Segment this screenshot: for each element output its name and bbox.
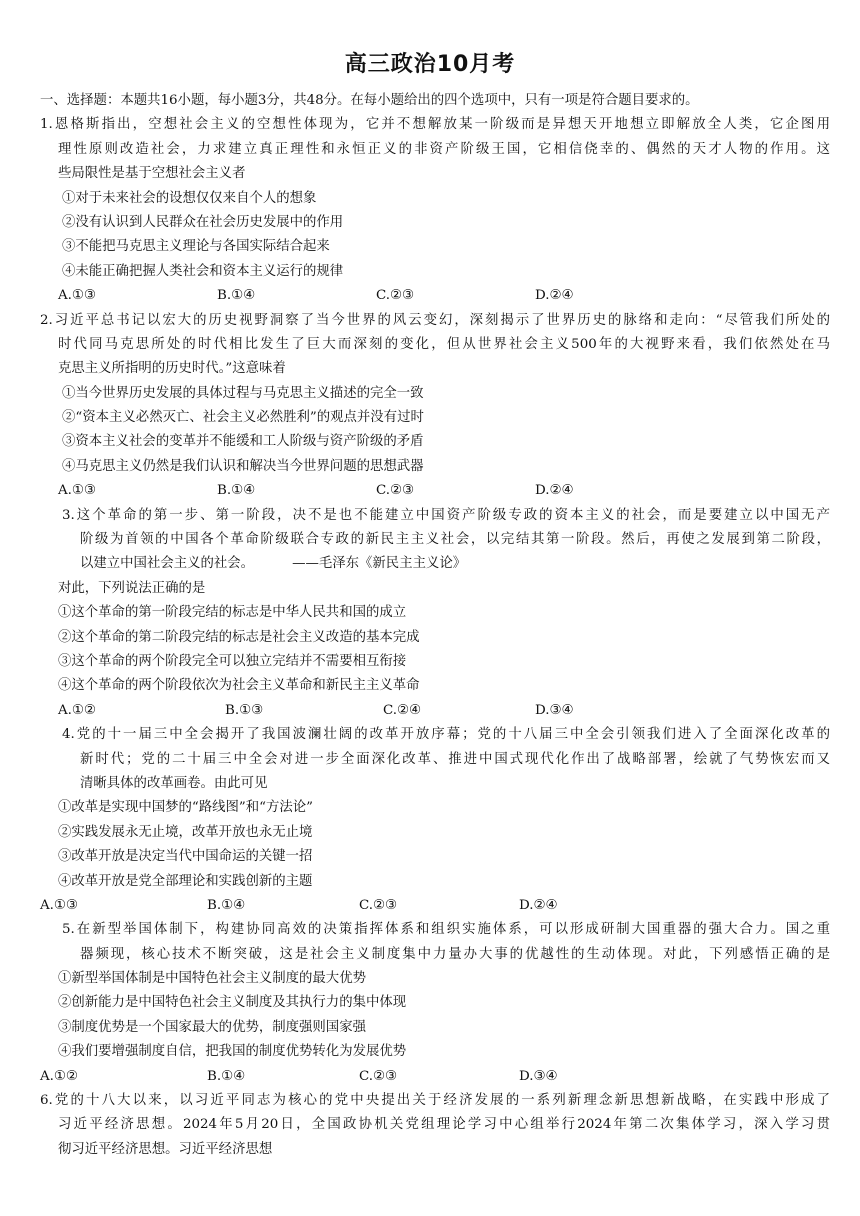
q1-option-3: ③不能把马克思主义理论与各国实际结合起来: [62, 239, 330, 255]
q1-option-4: ④未能正确把握人类社会和资本主义运行的规律: [62, 263, 344, 279]
q2-option-3: ③资本主义社会的变革并不能缓和工人阶级与资产阶级的矛盾: [62, 434, 424, 450]
q5-answer-d: D.③④: [519, 1068, 558, 1084]
q3-answer-a: A.①②: [58, 702, 96, 718]
q2-line-2: 时代同马克思所处的时代相比发生了巨大而深刻的变化，但从世界社会主义500年的大视野来看，我们依然处在马: [58, 336, 830, 352]
q4-answer-b: B.①④: [207, 897, 246, 913]
q5-option-4: ④我们要增强制度自信，把我国的制度优势转化为发展优势: [58, 1044, 407, 1060]
q3-option-4: ④这个革命的两个阶段依次为社会主义革命和新民主主义革命: [58, 678, 420, 694]
q2-option-1: ①当今世界历史发展的具体过程与马克思主义描述的完全一致: [62, 385, 424, 401]
q5-line-2: 器频现，核心技术不断突破，这是社会主义制度集中力量办大事的优越性的生动体现。对此，下列感悟正确的是: [80, 946, 830, 962]
q4-option-4: ④改革开放是党全部理论和实践创新的主题: [58, 873, 313, 889]
section-heading: 一、选择题：本题共16小题，每小题3分，共48分。在每小题给出的四个选项中，只有一项是符合题目要求的。: [40, 93, 699, 108]
q1-line-3: 些局限性是基于空想社会主义者: [58, 166, 246, 182]
q3-option-1: ①这个革命的第一阶段完结的标志是中华人民共和国的成立: [58, 605, 407, 621]
q1-line-2: 理性原则改造社会，力求建立真正理性和永恒正义的非资产阶级王国，它相信侥幸的、偶然的天才人物的作用。这: [58, 141, 830, 157]
q3-line-2: 阶级为首领的中国各个革命阶级联合专政的新民主主义社会，以完结其第一阶段。然后，再使之发展到第二阶段，: [80, 532, 830, 548]
q4-answer-c: C.②③: [359, 897, 398, 913]
q5-option-2: ②创新能力是中国特色社会主义制度及其执行力的集中体现: [58, 995, 407, 1011]
q5-answers: [40, 1065, 830, 1089]
q5-line-1: 5.在新型举国体制下，构建协同高效的决策指挥体系和组织实施体系，可以形成研制大国重器的强大合力。国之重: [62, 922, 830, 938]
q1-answer-d: D.②④: [535, 288, 574, 304]
q3-stem: 对此，下列说法正确的是: [58, 580, 206, 596]
q3-option-3: ③这个革命的两个阶段完全可以独立完结并不需要相互衔接: [58, 653, 407, 669]
q6-line-2: 习近平经济思想。2024年5月20日，全国政协机关党组理论学习中心组举行2024年第二次集体学习，深入学习贯: [58, 1117, 830, 1133]
exam-content: [40, 89, 830, 1162]
q1-option-2: ②没有认识到人民群众在社会历史发展中的作用: [62, 214, 344, 230]
q5-option-3: ③制度优势是一个国家最大的优势，制度强则国家强: [58, 1019, 366, 1035]
q1-answers: [40, 284, 830, 308]
q5-answer-b: B.①④: [207, 1068, 246, 1084]
q2-answer-b: B.①④: [217, 483, 256, 499]
q3-answers: [40, 699, 830, 723]
q4-answer-a: A.①③: [40, 897, 78, 913]
q2-answer-c: C.②③: [376, 483, 415, 499]
q3-line-1: 3.这个革命的第一步、第一阶段，决不是也不能建立中国资产阶级专政的资本主义的社会，而是要建立以中国无产: [62, 507, 830, 523]
q4-line-2: 新时代；党的二十届三中全会对进一步全面深化改革、推进中国式现代化作出了战略部署，绘就了气势恢宏而又: [80, 751, 830, 767]
q6-line-3: 彻习近平经济思想。习近平经济思想: [58, 1141, 273, 1157]
q5-option-1: ①新型举国体制是中国特色社会主义制度的最大优势: [58, 971, 366, 987]
q3-answer-d: D.③④: [535, 702, 574, 718]
exam-title: 高三政治10月考: [344, 52, 516, 77]
q6-line-1: 6.党的十八大以来，以习近平同志为核心的党中央提出关于经济发展的一系列新理念新思想新战略，在实践中形成了: [40, 1093, 830, 1109]
q1-line-1: 1.恩格斯指出，空想社会主义的空想性体现为，它并不想解放某一阶级而是异想天开地想立即解放全人类，它企图用: [40, 117, 830, 133]
q2-line-1: 2.习近平总书记以宏大的历史视野洞察了当今世界的风云变幻，深刻揭示了世界历史的脉络和走向：“尽管我们所处的: [40, 312, 830, 328]
q3-answer-c: C.②④: [383, 702, 422, 718]
q3-option-2: ②这个革命的第二阶段完结的标志是社会主义改造的基本完成: [58, 629, 420, 645]
q5-answer-c: C.②③: [359, 1068, 398, 1084]
q4-line-3: 清晰具体的改革画卷。由此可见: [80, 775, 268, 791]
q2-answers: [40, 479, 830, 503]
q2-line-3: 克思主义所指明的历史时代。”这意味着: [58, 361, 286, 377]
q2-answer-d: D.②④: [535, 483, 574, 499]
q4-answers: [40, 894, 830, 918]
q3-source: ——毛泽东《新民主主义论》: [292, 556, 467, 572]
q3-answer-b: B.①③: [225, 702, 264, 718]
q2-option-2: ②“资本主义必然灭亡、社会主义必然胜利”的观点并没有过时: [62, 410, 424, 426]
q4-option-2: ②实践发展永无止境，改革开放也永无止境: [58, 824, 313, 840]
q1-option-1: ①对于未来社会的设想仅仅来自个人的想象: [62, 190, 317, 206]
q4-line-1: 4.党的十一届三中全会揭开了我国波澜壮阔的改革开放序幕；党的十八届三中全会引领我们进入了全面深化改革的: [62, 727, 830, 743]
q3-line-3: [40, 552, 830, 576]
q1-answer-a: A.①③: [58, 288, 96, 304]
q4-answer-d: D.②④: [519, 897, 558, 913]
q2-answer-a: A.①③: [58, 483, 96, 499]
q1-answer-b: B.①④: [217, 288, 256, 304]
q4-option-1: ①改革是实现中国梦的“路线图”和“方法论”: [58, 800, 314, 816]
q5-answer-a: A.①②: [40, 1068, 78, 1084]
q1-answer-c: C.②③: [376, 288, 415, 304]
q2-option-4: ④马克思主义仍然是我们认识和解决当今世界问题的思想武器: [62, 458, 424, 474]
q4-option-3: ③改革开放是决定当代中国命运的关键一招: [58, 849, 313, 865]
q3-line-3-text: 以建立中国社会主义的社会。: [80, 556, 255, 572]
